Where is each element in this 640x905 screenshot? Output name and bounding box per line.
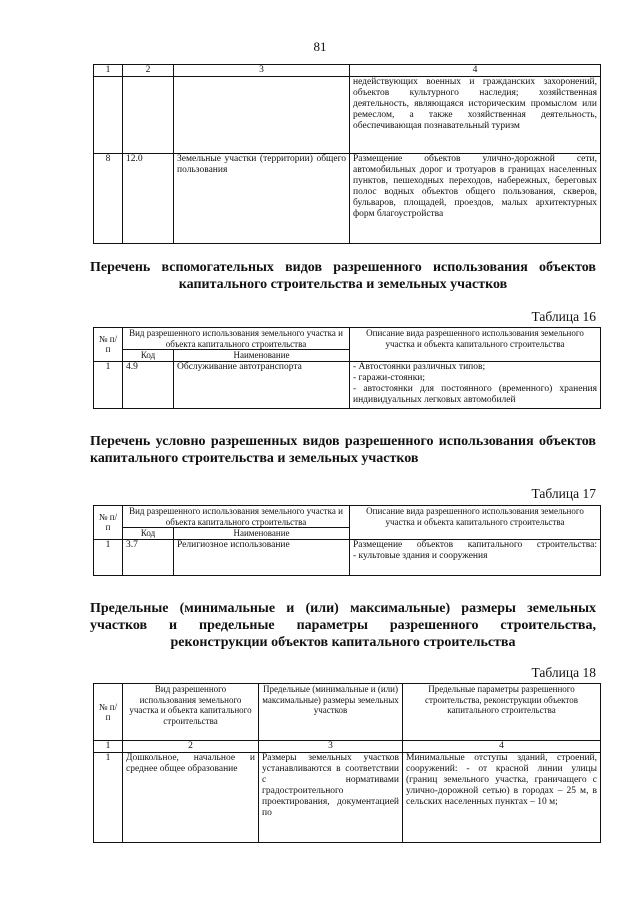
col-number: 4 bbox=[403, 741, 601, 753]
col-number: 2 bbox=[123, 741, 259, 753]
col-code-header: 2 bbox=[123, 65, 174, 77]
table-header-row bbox=[94, 328, 601, 350]
table-header-row bbox=[94, 684, 601, 741]
cell-params: Минимальные отступы зданий, строений, сооружений: - от красной линии улицы (границ земельного участка, граничащего с улично-дорожной сетью) в городах – 25 м, в сельских населенных пунктах – 10 м; bbox=[403, 753, 601, 843]
table-16 bbox=[93, 327, 601, 409]
desc-line: - гаражи-стоянки; bbox=[353, 372, 426, 383]
table-17-label: Таблица 17 bbox=[531, 486, 596, 501]
heading-table-17: Перечень условно разрешенных видов разрешенного использования объектов капитального строительства и земельных участков bbox=[90, 434, 596, 466]
table-colnum-row bbox=[94, 741, 601, 753]
col-kind-header: Вид разрешенного использования земельного участка и объекта капитального строительства bbox=[123, 506, 350, 528]
cell-desc: недействующих военных и гражданских захоронений, объектов культурного наследия; хозяйственная деятельность, являющаяся историческим промыслом или ремеслом, а также хозяйственная деятельность, обеспечивающая познавательный туризм bbox=[350, 77, 601, 154]
col-sizes-header: Предельные (минимальные и (или) максимальные) размеры земельных участков bbox=[259, 684, 403, 741]
cell-num: 1 bbox=[94, 753, 123, 843]
cell-name: Обслуживание автотранспорта bbox=[174, 361, 350, 408]
col-code-header: Код bbox=[123, 528, 174, 540]
col-kind-header: Вид разрешенного использования земельного участка и объекта капитального строительства bbox=[123, 328, 350, 350]
table-header-row bbox=[94, 506, 601, 528]
col-num-header: № п/п bbox=[94, 684, 123, 741]
desc-line: - культовые здания и сооружения bbox=[353, 550, 488, 561]
col-params-header: Предельные параметры разрешенного строительства, реконструкции объектов капитального строительства bbox=[403, 684, 601, 741]
cell-name bbox=[174, 77, 350, 154]
col-desc-header: Описание вида разрешенного использования земельного участка и объекта капитального строительства bbox=[350, 506, 601, 540]
cell-sizes: Размеры земельных участков устанавливаются в соответствии с нормативами градостроительного проектирования, документацией по bbox=[259, 753, 403, 843]
table-row bbox=[94, 154, 601, 244]
page-number: 81 bbox=[313, 39, 327, 54]
col-number: 3 bbox=[259, 741, 403, 753]
col-name-header: Наименование bbox=[174, 528, 350, 540]
cell-code: 4.9 bbox=[123, 361, 174, 408]
cell-name: Религиозное использование bbox=[174, 539, 350, 575]
table-18-label: Таблица 18 bbox=[531, 665, 596, 680]
table-17 bbox=[93, 505, 601, 576]
cell-num: 8 bbox=[94, 154, 123, 244]
col-name-header: 3 bbox=[174, 65, 350, 77]
col-name-header: Наименование bbox=[174, 350, 350, 362]
table-row bbox=[94, 753, 601, 843]
col-kind-header: Вид разрешенного использования земельного участка и объекта капитального строительства bbox=[123, 684, 259, 741]
cell-name: Земельные участки (территории) общего пользования bbox=[174, 154, 350, 244]
table-row bbox=[94, 77, 601, 154]
cell-desc bbox=[350, 361, 601, 408]
cell-num: 1 bbox=[94, 539, 123, 575]
table-continuation bbox=[93, 64, 601, 244]
table-16-label: Таблица 16 bbox=[531, 309, 596, 324]
desc-line: - Автостоянки различных типов; bbox=[353, 361, 486, 372]
col-desc-header: 4 bbox=[350, 65, 601, 77]
heading-table-18: Предельные (минимальные и (или) максимальные) размеры земельных участков и предельные параметры разрешенного строительства, реконструкции объектов капитального строительства bbox=[90, 601, 596, 650]
cell-desc bbox=[350, 539, 601, 575]
col-num-header: № п/п bbox=[94, 506, 123, 540]
table-header-row bbox=[94, 65, 601, 77]
cell-num: 1 bbox=[94, 361, 123, 408]
cell-kind: Дошкольное, начальное и среднее общее образование bbox=[123, 753, 259, 843]
col-num-header: 1 bbox=[94, 65, 123, 77]
col-number: 1 bbox=[94, 741, 123, 753]
table-row bbox=[94, 539, 601, 575]
desc-line: Размещение объектов капитального строительства: bbox=[353, 539, 597, 550]
table-18 bbox=[93, 683, 601, 843]
cell-num bbox=[94, 77, 123, 154]
col-desc-header: Описание вида разрешенного использования земельного участка и объекта капитального строительства bbox=[350, 328, 601, 362]
cell-code: 3.7 bbox=[123, 539, 174, 575]
table-row bbox=[94, 361, 601, 408]
col-code-header: Код bbox=[123, 350, 174, 362]
cell-code: 12.0 bbox=[123, 154, 174, 244]
col-num-header: № п/п bbox=[94, 328, 123, 362]
desc-line: - автостоянки для постоянного (временного) хранения индивидуальных легковых автомобилей bbox=[353, 383, 597, 405]
cell-desc: Размещение объектов улично-дорожной сети, автомобильных дорог и тротуаров в границах населенных пунктов, пешеходных переходов, набережных, береговых полос водных объектов общего пользования, скверов, бульваров, площадей, проездов, малых архитектурных форм благоустройства bbox=[350, 154, 601, 244]
heading-table-16: Перечень вспомогательных видов разрешенного использования объектов капитального строительства и земельных участков bbox=[90, 260, 596, 292]
cell-code bbox=[123, 77, 174, 154]
